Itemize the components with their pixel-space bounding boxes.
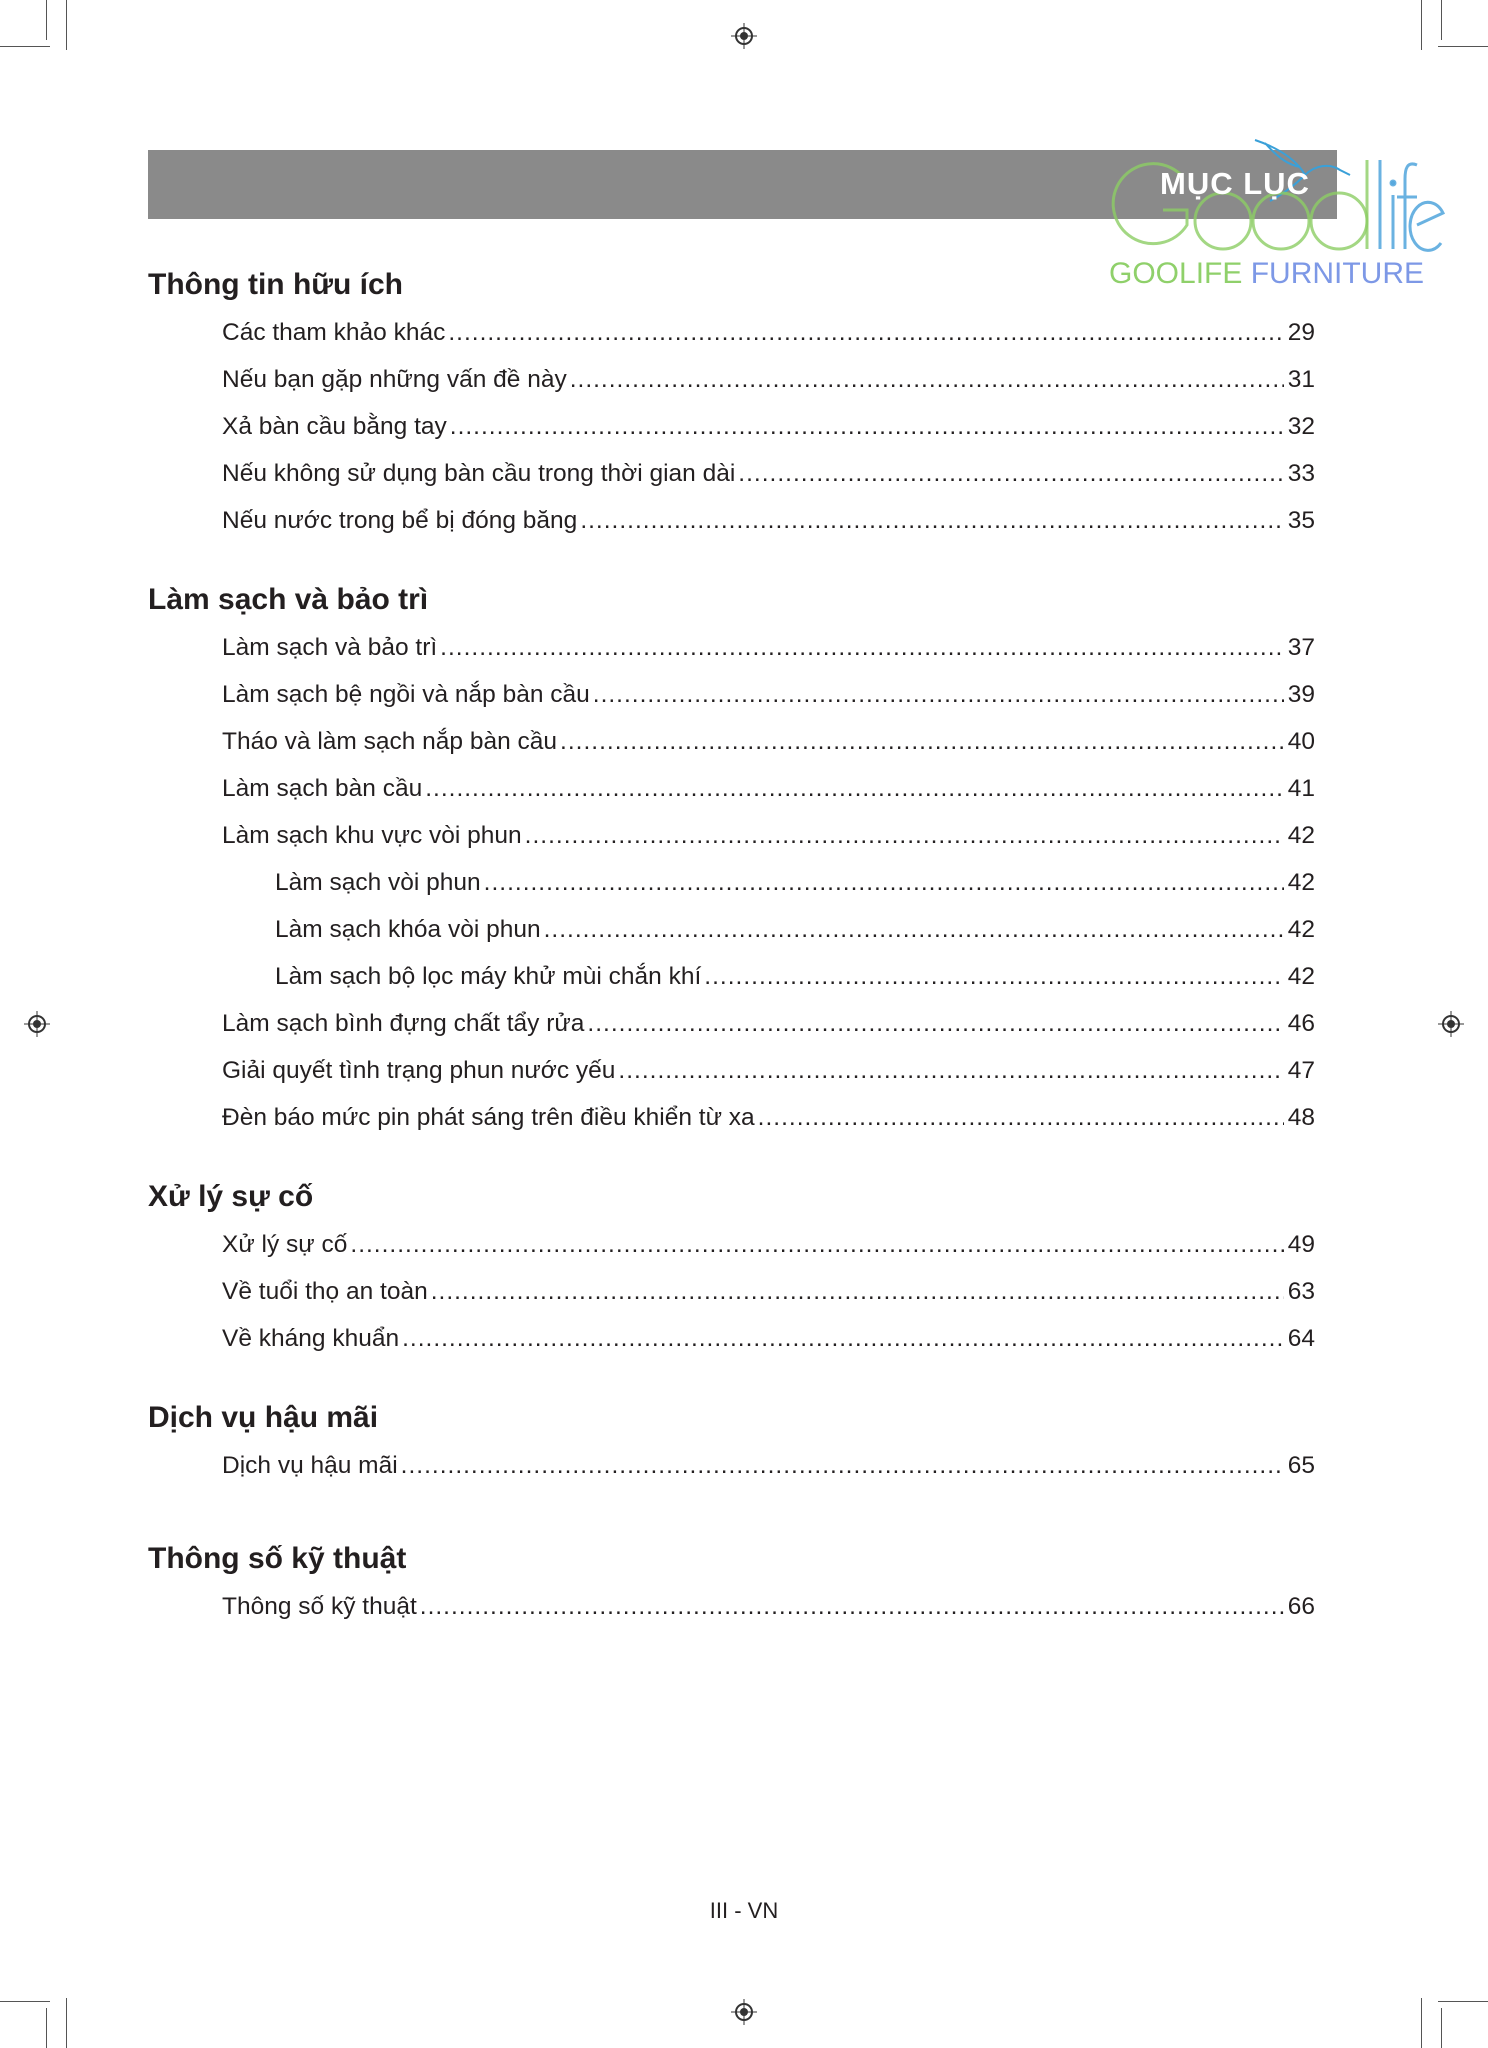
crop-mark bbox=[0, 46, 50, 47]
crop-mark bbox=[1438, 46, 1488, 47]
dot-leader bbox=[560, 718, 1284, 765]
toc-entry[interactable] bbox=[148, 718, 1315, 765]
entry-label: Giải quyết tình trạng phun nước yếu bbox=[222, 1057, 616, 1084]
entry-page-number: 66 bbox=[1287, 1593, 1315, 1620]
toc-section bbox=[148, 1398, 1315, 1489]
dot-leader bbox=[440, 624, 1284, 671]
entry-page-number: 47 bbox=[1287, 1057, 1315, 1084]
toc-entry[interactable] bbox=[148, 1442, 1315, 1489]
toc-section bbox=[148, 1177, 1315, 1362]
entry-page-number: 46 bbox=[1287, 1010, 1315, 1037]
entry-page-number: 63 bbox=[1287, 1278, 1315, 1305]
dot-leader bbox=[525, 812, 1284, 859]
toc-entry[interactable] bbox=[148, 906, 1315, 953]
entry-page-number: 40 bbox=[1287, 728, 1315, 755]
dot-leader bbox=[587, 1000, 1283, 1047]
entry-label: Dịch vụ hậu mãi bbox=[222, 1452, 398, 1479]
toc-entry[interactable] bbox=[148, 671, 1315, 718]
toc-entry[interactable] bbox=[148, 1094, 1315, 1141]
entry-label: Đèn báo mức pin phát sáng trên điều khiển từ xa bbox=[222, 1104, 755, 1131]
crop-mark bbox=[0, 2001, 50, 2002]
registration-mark-icon bbox=[1438, 1011, 1464, 1037]
dot-leader bbox=[431, 1268, 1284, 1315]
page-number: III - VN bbox=[709, 1898, 779, 1923]
entry-page-number: 42 bbox=[1287, 916, 1315, 943]
crop-mark bbox=[46, 2008, 47, 2048]
dot-leader bbox=[402, 1315, 1284, 1362]
entry-label: Làm sạch và bảo trì bbox=[222, 634, 438, 661]
toc-entry[interactable] bbox=[148, 1221, 1315, 1268]
entry-label: Làm sạch bộ lọc máy khử mùi chắn khí bbox=[275, 963, 702, 990]
crop-mark bbox=[1438, 2001, 1488, 2002]
table-of-contents bbox=[148, 265, 1315, 1630]
dot-leader bbox=[484, 859, 1284, 906]
entry-label: Nếu không sử dụng bàn cầu trong thời gian dài bbox=[222, 460, 736, 487]
entry-page-number: 29 bbox=[1287, 319, 1315, 346]
entry-label: Xử lý sự cố bbox=[222, 1231, 348, 1258]
dot-leader bbox=[593, 671, 1284, 718]
section-heading[interactable]: Dịch vụ hậu mãi bbox=[148, 1401, 379, 1434]
dot-leader bbox=[570, 356, 1284, 403]
dot-leader bbox=[450, 403, 1284, 450]
toc-entry[interactable] bbox=[148, 812, 1315, 859]
section-heading[interactable]: Xử lý sự cố bbox=[148, 1180, 314, 1213]
toc-entry[interactable] bbox=[148, 765, 1315, 812]
toc-entry[interactable] bbox=[148, 1047, 1315, 1094]
toc-entry[interactable] bbox=[148, 497, 1315, 544]
entry-label: Thông số kỹ thuật bbox=[222, 1593, 417, 1620]
entry-page-number: 48 bbox=[1287, 1104, 1315, 1131]
crop-mark bbox=[1421, 1998, 1422, 2048]
dot-leader bbox=[580, 497, 1283, 544]
toc-section bbox=[148, 580, 1315, 1141]
entry-label: Làm sạch khóa vòi phun bbox=[275, 916, 541, 943]
entry-page-number: 65 bbox=[1287, 1452, 1315, 1479]
page-title: MỤC LỤC bbox=[1160, 166, 1310, 201]
dot-leader bbox=[704, 953, 1283, 1000]
entry-label: Làm sạch vòi phun bbox=[275, 869, 481, 896]
dot-leader bbox=[425, 765, 1284, 812]
entry-label: Về tuổi thọ an toàn bbox=[222, 1278, 428, 1305]
dot-leader bbox=[448, 309, 1283, 356]
entry-page-number: 42 bbox=[1287, 869, 1315, 896]
entry-label: Nếu nước trong bể bị đóng băng bbox=[222, 507, 578, 534]
registration-mark-icon bbox=[24, 1011, 50, 1037]
logo-brand: GOOLIFE FURNITURE bbox=[1109, 257, 1425, 290]
entry-page-number: 37 bbox=[1287, 634, 1315, 661]
entry-label: Các tham khảo khác bbox=[222, 319, 446, 346]
entry-page-number: 42 bbox=[1287, 963, 1315, 990]
toc-entry[interactable] bbox=[148, 953, 1315, 1000]
entry-label: Xả bàn cầu bằng tay bbox=[222, 413, 447, 440]
toc-section bbox=[148, 1539, 1315, 1630]
toc-entry[interactable] bbox=[148, 624, 1315, 671]
entry-page-number: 64 bbox=[1287, 1325, 1315, 1352]
toc-entry[interactable] bbox=[148, 450, 1315, 497]
toc-entry[interactable] bbox=[148, 859, 1315, 906]
crop-mark bbox=[1421, 0, 1422, 50]
crop-mark bbox=[1441, 2008, 1442, 2048]
toc-entry[interactable] bbox=[148, 1268, 1315, 1315]
section-heading[interactable]: Thông số kỹ thuật bbox=[148, 1542, 407, 1575]
entry-label: Làm sạch bệ ngồi và nắp bàn cầu bbox=[222, 681, 590, 708]
toc-entry[interactable] bbox=[148, 309, 1315, 356]
section-heading[interactable]: Làm sạch và bảo trì bbox=[148, 583, 429, 616]
entry-label: Làm sạch bàn cầu bbox=[222, 775, 423, 802]
toc-entry[interactable] bbox=[148, 1583, 1315, 1630]
entry-label: Về kháng khuẩn bbox=[222, 1325, 400, 1352]
section-heading[interactable]: Thông tin hữu ích bbox=[148, 268, 403, 301]
entry-label: Tháo và làm sạch nắp bàn cầu bbox=[222, 728, 558, 755]
registration-mark-icon bbox=[731, 23, 757, 49]
entry-page-number: 42 bbox=[1287, 822, 1315, 849]
crop-mark bbox=[46, 0, 47, 40]
toc-entry[interactable] bbox=[148, 356, 1315, 403]
entry-page-number: 32 bbox=[1287, 413, 1315, 440]
registration-mark-icon bbox=[731, 1999, 757, 2025]
dot-leader bbox=[350, 1221, 1283, 1268]
watermark-logo bbox=[1105, 135, 1445, 295]
toc-entry[interactable] bbox=[148, 1315, 1315, 1362]
crop-mark bbox=[66, 0, 67, 50]
entry-page-number: 49 bbox=[1287, 1231, 1315, 1258]
entry-label: Nếu bạn gặp những vấn đề này bbox=[222, 366, 567, 393]
crop-mark bbox=[66, 1998, 67, 2048]
dot-leader bbox=[758, 1094, 1284, 1141]
entry-page-number: 31 bbox=[1287, 366, 1315, 393]
toc-entry[interactable] bbox=[148, 403, 1315, 450]
dot-leader bbox=[618, 1047, 1283, 1094]
dot-leader bbox=[401, 1442, 1284, 1489]
crop-mark bbox=[1441, 0, 1442, 40]
entry-page-number: 33 bbox=[1287, 460, 1315, 487]
entry-page-number: 35 bbox=[1287, 507, 1315, 534]
entry-label: Làm sạch bình đựng chất tẩy rửa bbox=[222, 1010, 585, 1037]
dot-leader bbox=[544, 906, 1284, 953]
toc-section bbox=[148, 265, 1315, 544]
dot-leader bbox=[738, 450, 1283, 497]
toc-entry[interactable] bbox=[148, 1000, 1315, 1047]
entry-label: Làm sạch khu vực vòi phun bbox=[222, 822, 522, 849]
entry-page-number: 41 bbox=[1287, 775, 1315, 802]
dot-leader bbox=[420, 1583, 1284, 1630]
entry-page-number: 39 bbox=[1287, 681, 1315, 708]
